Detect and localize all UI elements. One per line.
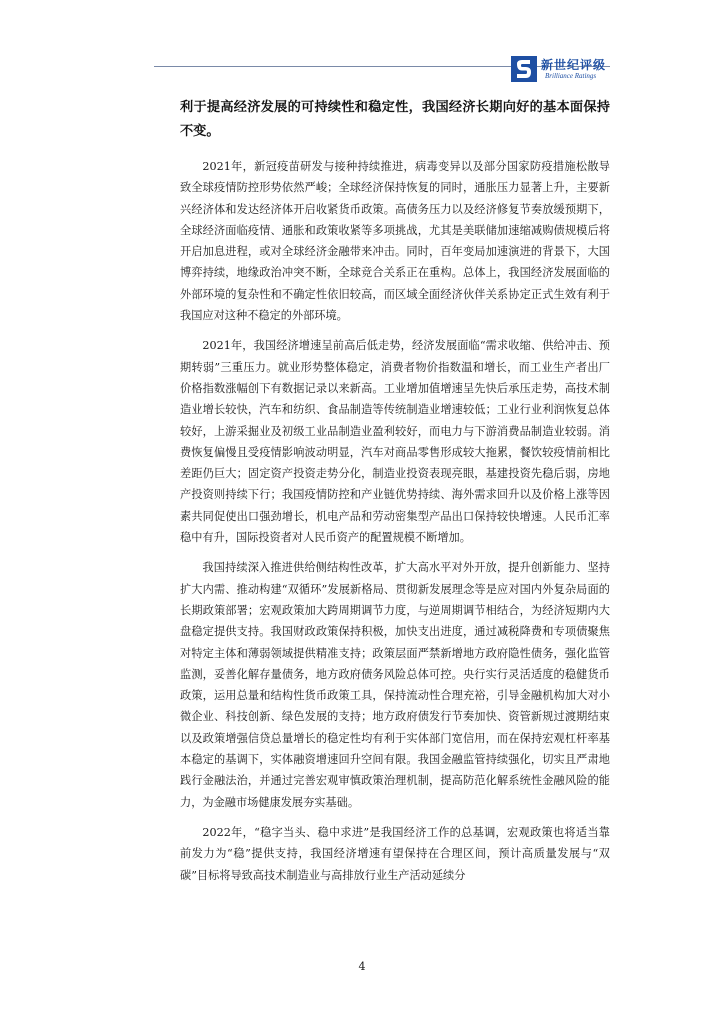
lead-text: 利于提高经济发展的可持续性和稳定性，我国经济长期向好的基本面保持不变。 (180, 100, 610, 139)
company-logo-icon (511, 56, 537, 82)
logo-chinese-name: 新世纪评级 (541, 58, 607, 72)
paragraph-domestic-economy: 2021年，我国经济增速呈前高后低走势，经济发展面临“需求收缩、供给冲击、预期转弱”三重压力。就业形势整体稳定，消费者物价指数温和增长，而工业生产者出厂价格指数涨幅创下有数据记录以来新高。工业增加值增速呈先快后承压走势，高技术制造业增长较快，汽车和纺织、食品制造等传统制造业增速较低；工业行业利润恢复总体较好，上游采掘业及初级工业品制造业盈利较好，而电力与下游消费品制造业较弱。消费恢复偏慢且受疫情影响波动明显，汽车对商品零售形成较大拖累，餐饮较疫情前相比差距仍巨大；固定资产投资走势分化，制造业投资表现亮眼，基建投资先稳后弱，房地产投资则持续下行；我国疫情防控和产业链优势持续、海外需求回升以及价格上涨等因素共同促使出口强劲增长，机电产品和劳动密集型产品出口保持较快增速。人民币汇率稳中有升，国际投资者对人民币资产的配置规模不断增加。 (180, 339, 610, 545)
paragraph-policy: 我国持续深入推进供给侧结构性改革，扩大高水平对外开放，提升创新能力、坚持扩大内需、推动构建“双循环”发展新格局、贯彻新发展理念等是应对国内外复杂局面的长期政策部署；宏观政策加大跨周期调节力度，与逆周期调节相结合，为经济短期内大盘稳定提供支持。我国财政政策保持积极，加快支出进度，通过减税降费和专项债聚焦对特定主体和薄弱领域提供精准支持；政策层面严禁新增地方政府隐性债务，强化监管监测，妥善化解存量债务，地方政府债务风险总体可控。央行实行灵活适度的稳健货币政策，运用总量和结构性货币政策工具，保持流动性合理充裕，引导金融机构加大对小微企业、科技创新、绿色发展的支持；地方政府债发行节奏加快、资管新规过渡期结束以及政策增强信贷总量增长的稳定性均有利于实体部门宽信用，而在保持宏观杠杆率基本稳定的基调下，实体融资增速回升空间有限。我国金融监管持续强化，切实且严肃地践行金融法治，并通过完善宏观审慎政策治理机制，提高防范化解系统性金融风险的能力，为金融市场健康发展夯实基础。 (180, 561, 610, 809)
document-body (180, 96, 610, 895)
logo-english-name: Brilliance Ratings (545, 72, 597, 80)
paragraph-global-economy: 2021年，新冠疫苗研发与接种持续推进，病毒变异以及部分国家防疫措施松散导致全球疫情防控形势依然严峻；全球经济保持恢复的同时，通胀压力显著上升，主要新兴经济体和发达经济体开启收紧货币政策。高债务压力以及经济修复节奏放缓预期下，全球经济面临疫情、通胀和政策收紧等多项挑战，尤其是美联储加速缩减购债规模后将开启加息进程，或对全球经济金融带来冲击。同时，百年变局加速演进的背景下，大国博弈持续，地缘政治冲突不断，全球竞合关系正在重构。总体上，我国经济发展面临的外部环境的复杂性和不确定性依旧较高，而区域全面经济伙伴关系协定正式生效有利于我国应对这种不稳定的外部环境。 (180, 160, 610, 323)
paragraph-outlook-2022: 2022年，“稳字当头、稳中求进”是我国经济工作的总基调，宏观政策也将适当靠前发力为“稳”提供支持，我国经济增速有望保持在合理区间，预计高质量发展与“双碳”目标将导致高技术制造业与高排放行业生产活动延续分 (180, 825, 610, 882)
page-number: 4 (358, 960, 366, 973)
